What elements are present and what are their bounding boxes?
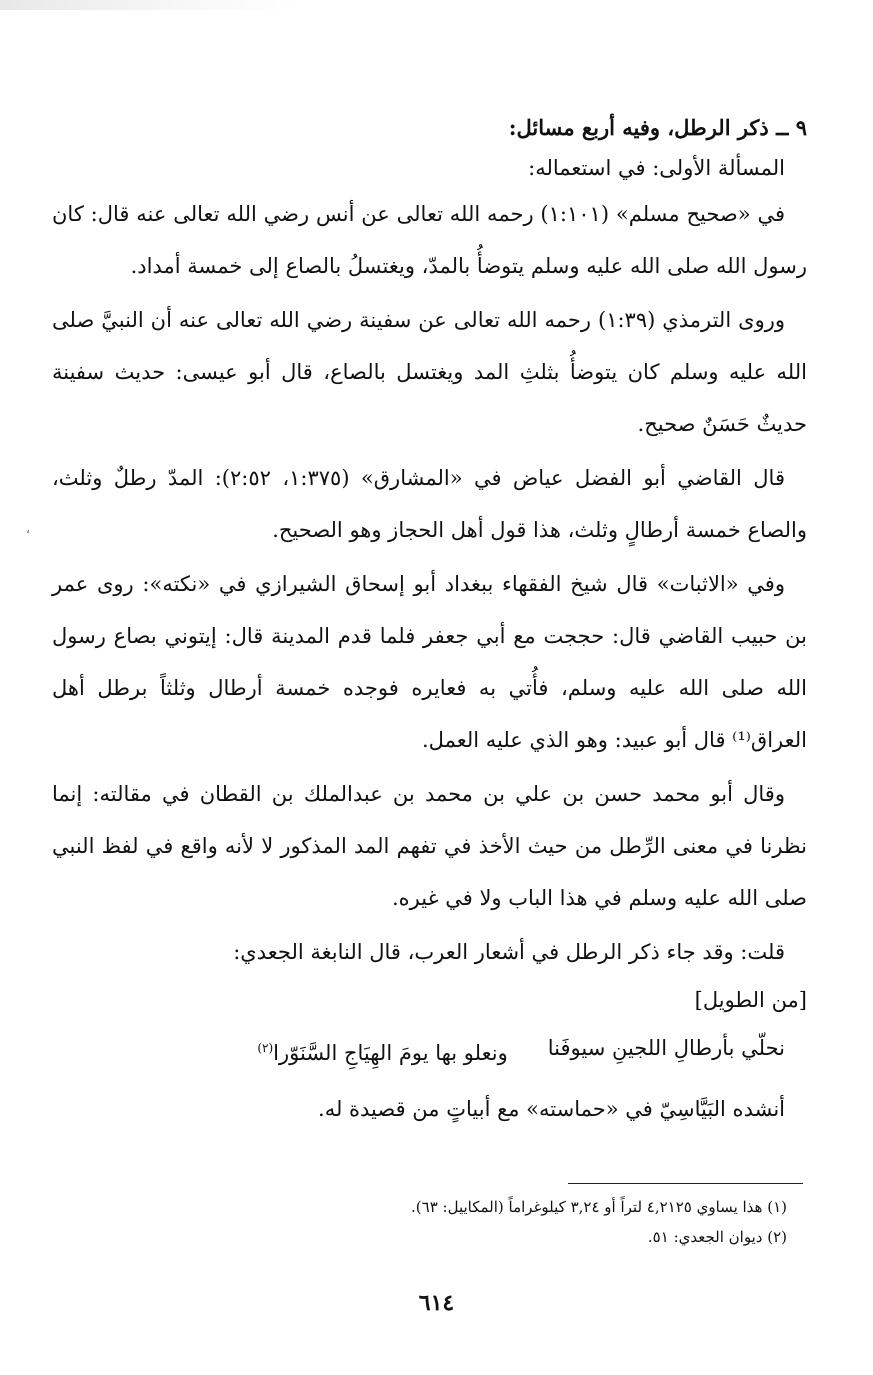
page-number: ٦١٤: [418, 1290, 455, 1316]
paragraph-muslim: في «صحيح مسلم» (١:١٠١) رحمه الله تعالى عن أنس رضي الله تعالى عنه قال: كان رسول الله صلى الله عليه وسلم يتوضأُ بالمدّ، ويغتسلُ بالصاع إلى خمسة أمداد.: [52, 202, 807, 278]
paragraph-poetry-intro: قلت: وقد جاء ذكر الرطل في أشعار العرب، قال النابغة الجعدي:: [233, 940, 785, 964]
paragraph-tirmidhi: وروى الترمذي (١:٣٩) رحمه الله تعالى عن سفينة رضي الله تعالى عنه أن النبيَّ صلى الله عليه وسلم كان يتوضأُ بثلثِ المد ويغتسل بالصاع، قال أبو عيسى: حديث سفينة حديثٌ حَسَنٌ صحيح.: [52, 308, 807, 436]
paragraph-iyad: قال القاضي أبو الفضل عياض في «المشارق» (١:٣٧٥، ٢:٥٢): المدّ رطلٌ وثلث، والصاع خمسة أرطالٍ وثلث، هذا قول أهل الحجاز وهو الصحيح.: [52, 466, 807, 542]
footnote-2: (٢) ديوان الجعدي: ٥١.: [647, 1228, 787, 1246]
poetic-meter: [من الطويل]: [694, 988, 807, 1012]
section-subheading: المسألة الأولى: في استعماله:: [528, 156, 785, 180]
page-body: [52, 108, 807, 1137]
verse-second-hemistich: ونعلو بها يومَ الهِيَاجِ السَّنَوّرا$^{(٢)}$: [257, 1041, 508, 1065]
poem-verse: [52, 1020, 785, 1081]
paragraph-ithbat: وفي «الاثبات» قال شيخ الفقهاء ببغداد أبو إسحاق الشيرازي في «نكته»: روى عمر بن حبيب القاضي قال: حججت مع أبي جعفر فلما قدم المدينة قال: إيتوني بصاع رسول الله صلى الله عليه وسلم، فأُتي به فعايره فوجده خمسة أرطال وثلثاً برطل أهل العراق⁽¹⁾ قال أبو عبيد: وهو الذي عليه العمل.: [52, 572, 807, 752]
verse-first-hemistich: نحلّي بأرطالِ اللجينِ سيوفَنا: [547, 1036, 785, 1060]
footnotes: [52, 1192, 787, 1252]
footnote-1: (١) هذا يساوي ٤,٢١٢٥ لتراً أو ٣,٢٤ كيلوغراماً (المكاييل: ٦٣).: [411, 1198, 787, 1216]
paragraph-qattan: وقال أبو محمد حسن بن علي بن محمد بن عبدالملك بن القطان في مقالته: إنما نظرنا في معنى الرِّطل من حيث الأخذ في تفهم المد المذكور لا لأنه واقع في لفظ النبي صلى الله عليه وسلم في هذا الباب ولا في غيره.: [52, 782, 807, 910]
verse-attribution: أنشده البَيَّاسِيّ في «حماسته» مع أبياتٍ من قصيدة له.: [318, 1097, 785, 1121]
verse-footnote-ref: (٢): [257, 1041, 274, 1055]
margin-mark: ،: [26, 522, 30, 536]
scan-edge-noise: [0, 0, 300, 10]
footnote-divider: [568, 1183, 803, 1184]
section-heading: ٩ ــ ذكر الرطل، وفيه أربع مسائل:: [508, 115, 807, 140]
